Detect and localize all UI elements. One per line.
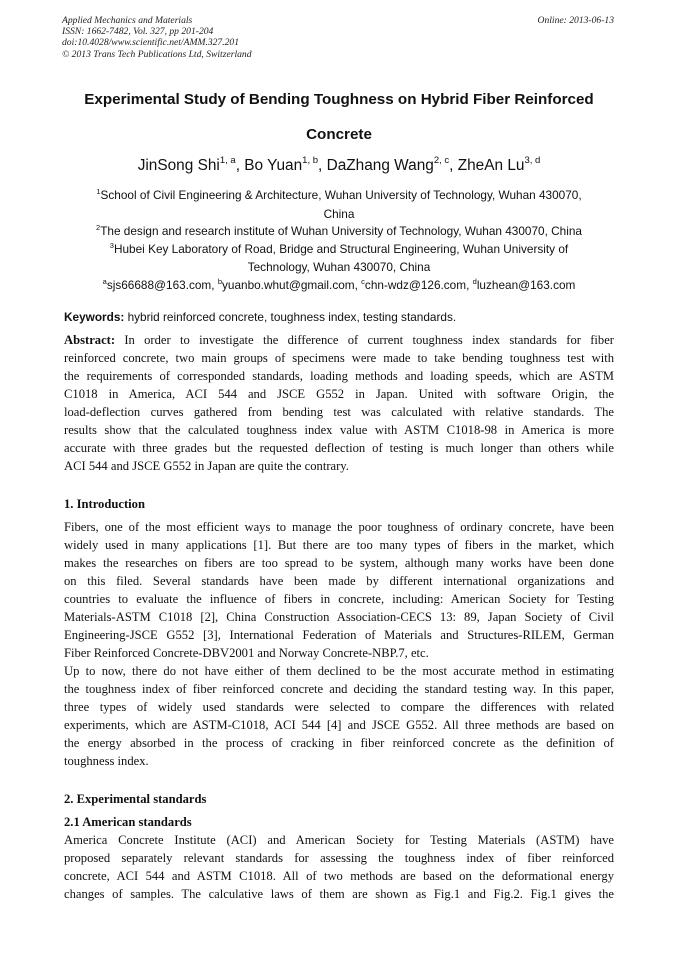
intro-line: the energy absorbed in the process of cracking in fiber reinforced concrete as the definition of — [64, 736, 614, 750]
doi-line: doi:10.4028/www.scientific.net/AMM.327.201 — [62, 37, 240, 49]
intro-line: the toughness index of fiber reinforced concrete and deciding the standard testing way. In this paper, — [64, 682, 614, 696]
author-name: JinSong Shi — [137, 157, 220, 174]
copyright-line: © 2013 Trans Tech Publications Ltd, Switzerland — [62, 48, 252, 60]
intro-line: makes the researches on fibers are too spread to be system, although many works have been done — [64, 556, 614, 570]
keywords-label: Keywords: — [64, 310, 125, 324]
american-line: America Concrete Institute (ACI) and American Society for Testing Materials (ASTM) have — [64, 833, 614, 847]
author-name: ZheAn Lu — [457, 157, 525, 174]
abstract-label: Abstract: — [64, 333, 116, 347]
affiliation-text: Technology, Wuhan 430070, China — [247, 260, 431, 274]
abstract-line: ACI 544 and JSCE G552 in Japan are quite the contrary. — [64, 459, 349, 473]
affiliation-2 — [50, 224, 628, 238]
author-sup: 1, b — [302, 155, 319, 166]
paper-title-line-2: Concrete — [306, 126, 372, 143]
author-name: DaZhang Wang — [326, 157, 434, 174]
section-heading-introduction: 1. Introduction — [64, 497, 145, 511]
author-list — [40, 157, 638, 175]
author-sep: , — [318, 157, 327, 174]
american-line: concrete, ACI 544 and ASTM C1018. All of two methods are based on the deformational energy — [64, 869, 614, 883]
affiliation-sup: 2 — [96, 223, 101, 232]
author-name: Bo Yuan — [244, 157, 303, 174]
email-sup: b — [217, 277, 222, 286]
intro-line: widely used in many applications [1]. But there are too many types of fibers in the market, which — [64, 538, 614, 552]
american-line: proposed separately relevant standards for assessing the toughness index of fiber reinforced — [64, 851, 614, 865]
affiliation-3-cont — [50, 260, 628, 274]
affiliation-1 — [50, 188, 628, 202]
intro-line: on this filed. Several standards have been made by different international organizations and — [64, 574, 614, 588]
affiliation-text: China — [323, 207, 355, 221]
intro-line: Engineering-JSCE G552 [3], International Federation of Materials and Structures-RILEM, German — [64, 628, 614, 642]
affiliation-text: Hubei Key Laboratory of Road, Bridge and Structural Engineering, Wuhan University of — [113, 242, 569, 256]
author-sup: 3, d — [524, 155, 541, 166]
section-heading-experimental-standards: 2. Experimental standards — [64, 792, 207, 806]
abstract-line: the requirements of corresponded standards, loading methods and loading speeds, which are ASTM — [64, 369, 614, 383]
email-address[interactable]: luzhean@163.com — [476, 278, 576, 292]
author-sep: , — [235, 157, 245, 174]
affiliation-1-cont — [50, 207, 628, 221]
intro-line: three types of widely used standards were selected to compare the differences with related — [64, 700, 614, 714]
keywords-text: hybrid reinforced concrete, toughness index, testing standards. — [124, 310, 457, 324]
email-sup: c — [361, 277, 365, 286]
abstract-line: accurate with three grades but the requested deflection of testing is much longer than others while — [64, 441, 614, 455]
email-sup: a — [102, 277, 107, 286]
affiliation-text: The design and research institute of Wuhan University of Technology, Wuhan 430070, China — [100, 224, 582, 238]
subsection-heading-american-standards: 2.1 American standards — [64, 815, 192, 829]
abstract-line: reinforced concrete, two main groups of specimens were made to take bending toughness test with — [64, 351, 614, 365]
keywords-line — [64, 310, 456, 324]
journal-header — [62, 15, 252, 60]
abstract-text: In order to investigate the difference of current toughness index standards for fiber — [115, 333, 614, 347]
email-address[interactable]: chn-wdz@126.com, — [364, 278, 473, 292]
intro-line: experiments, which are ASTM-C1018, ACI 544 [4] and JSCE G552. All three methods are based on — [64, 718, 614, 732]
abstract-line: load-deflection curves gathered from bending test was calculated with relative standards. The — [64, 405, 614, 419]
abstract-line — [64, 333, 614, 348]
american-line: changes of samples. The calculative laws of them are shown as Fig.1 and Fig.2. Fig.1 gives the — [64, 887, 614, 901]
email-address[interactable]: sjs66688@163.com, — [106, 278, 218, 292]
abstract-line: C1018 in America, ACI 544 and JSCE G552 in Japan. United with software Origin, the — [64, 387, 614, 401]
affiliation-3 — [50, 242, 628, 256]
author-sup: 1, a — [219, 155, 236, 166]
intro-line: countries to evaluate the influence of fibers in concrete, including: American Society for Testing — [64, 592, 614, 606]
intro-line: Materials-ASTM C1018 [2], China Construction Association-CECS 13: 89, Japan Society of Civil — [64, 610, 614, 624]
email-line — [50, 278, 628, 292]
journal-name: Applied Mechanics and Materials — [62, 15, 193, 26]
intro-line: Fiber Reinforced Concrete-DBV2001 and Norway Concrete-NBP.7, etc. — [64, 646, 429, 660]
abstract-line: results show that the calculated toughness index value with ASTM C1018-98 in America is more — [64, 423, 614, 437]
affiliation-text: School of Civil Engineering & Architecture, Wuhan University of Technology, Wuhan 430070, — [100, 188, 582, 202]
author-sep: , — [449, 157, 458, 174]
intro-line: Up to now, there do not have either of them declined to be the most accurate method in estimating — [64, 664, 614, 678]
affiliation-sup: 3 — [109, 241, 114, 250]
intro-line: toughness index. — [64, 754, 149, 768]
affiliation-sup: 1 — [96, 187, 101, 196]
intro-line: Fibers, one of the most efficient ways to manage the poor toughness of ordinary concrete, have been — [64, 520, 614, 534]
author-sup: 2, c — [433, 155, 450, 166]
issn-line: ISSN: 1662-7482, Vol. 327, pp 201-204 — [62, 26, 214, 38]
email-address[interactable]: yuanbo.whut@gmail.com, — [221, 278, 362, 292]
online-date: Online: 2013-06-13 — [537, 15, 614, 26]
paper-title-line-1: Experimental Study of Bending Toughness on Hybrid Fiber Reinforced — [84, 91, 594, 108]
email-sup: d — [472, 277, 477, 286]
